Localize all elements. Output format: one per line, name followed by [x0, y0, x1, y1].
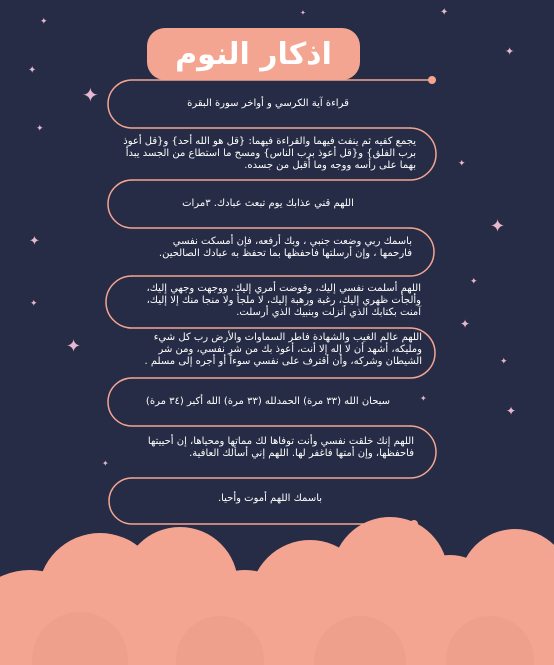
dhikr-item-8: اللهم إنك خلقت نفسي وأنت توفاها لك مماتها ومحياها، إن أحييتها فاحفظها، وإن أمتها فاغفر لها. اللهم إني أسألك العافية.: [147, 436, 414, 459]
dhikr-item-5: اللهم أسلمت نفسي إليك، وفوضت أمري إليك، ووجهت وجهي إليك، وألجأت ظهري إليك، رغبة ورهبة إليك، لا ملجأ ولا منجا منك إلا إليك، آمنت بكتابك الذي أنزلت وبنبيك الذي أرسلت.: [146, 283, 421, 318]
dhikr-item-4: باسمك ربي وضعت جنبي ، وبك أرفعه، فإن أمسكت نفسي فارحمها ، وإن أرسلتها فاحفظها بما تحفظ به عبادك الصالحين.: [158, 236, 412, 259]
page-title: اذكار النوم: [175, 36, 332, 72]
star-icon: ✦: [102, 459, 109, 468]
star-icon: ✦: [490, 216, 506, 237]
star-icon: ✦: [300, 9, 306, 17]
star-icon: ✦: [36, 124, 44, 134]
star-icon: ✦: [66, 336, 82, 357]
star-icon: ✦: [500, 357, 508, 367]
dhikr-item-6: اللهم عالم الغيب والشهادة فاطر السماوات والأرض رب كل شيء ومليكه، أشهد أن لا إله إلا أنت، أعوذ بك من شر نفسي، ومن شر الشيطان وشركه، وأن أقترف على نفسي سوءاً أو أجره إلى مسلم .: [144, 332, 422, 367]
star-icon: ✦: [40, 17, 48, 27]
dhikr-item-9: باسمك اللهم أموت وأحيا.: [217, 493, 323, 504]
star-icon: ✦: [420, 394, 427, 403]
star-icon: ✦: [506, 404, 517, 418]
star-icon: ✦: [460, 317, 471, 331]
star-icon: ✦: [82, 83, 99, 107]
dhikr-item-3: اللهم قني عذابك يوم تبعث عبادك. ٣مرات: [182, 198, 354, 209]
star-icon: ✦: [440, 7, 449, 18]
dhikr-item-2: يجمع كفيه ثم ينفث فيهما والقراءة فيهما: {قل هو الله أحد} و{قل أعوذ برب الفلق} و{قل أعوذ برب الناس} ومسح ما استطاع من الجسد يبدأ بهما على رأسه ووجه وما أقبل من جسده.: [123, 136, 416, 171]
star-icon: ✦: [30, 299, 38, 309]
star-icon: ✦: [470, 277, 478, 287]
star-icon: ✦: [28, 65, 37, 76]
dhikr-item-1: قراءة آية الكرسي و أواخر سورة البقرة: [187, 98, 349, 109]
star-icon: ✦: [458, 159, 466, 169]
star-icon: ✦: [505, 45, 515, 58]
dhikr-item-7: سبحان الله (٣٣ مرة) الحمدلله (٣٣ مرة) الله أكبر (٣٤ مرة): [145, 396, 391, 407]
star-icon: ✦: [29, 234, 40, 249]
